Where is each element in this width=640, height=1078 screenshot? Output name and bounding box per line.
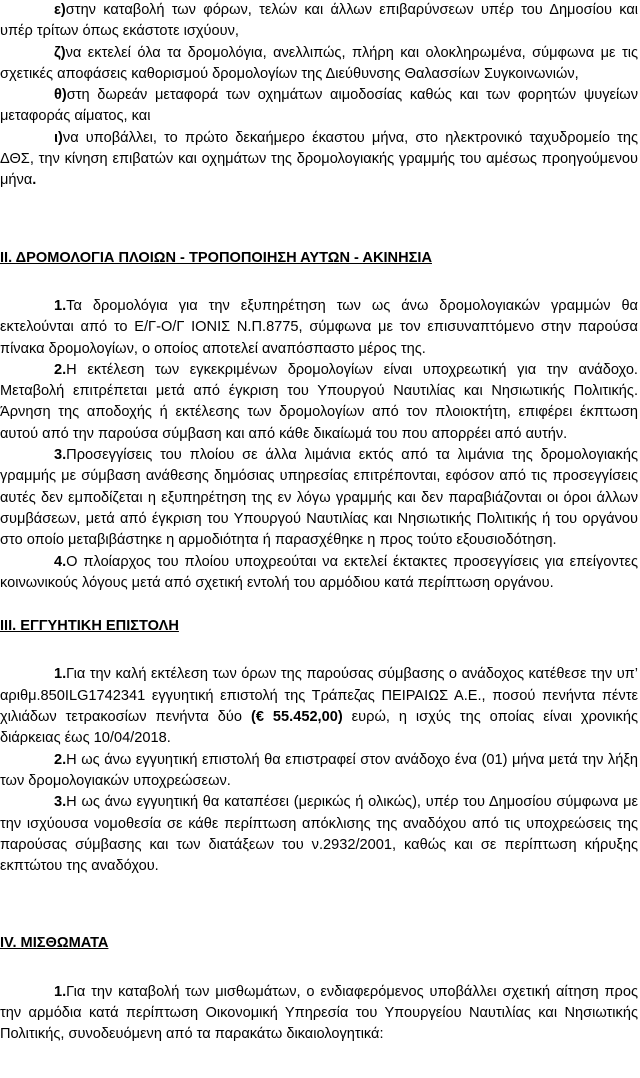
- paragraph-text: Για την καταβολή των μισθωμάτων, ο ενδιαφερόμενος υποβάλλει σχετική αίτηση προς την αρμόδια κατά περίπτωση Οικονομική Υπηρεσία του Υπουργείου Ναυτιλίας και Νησιωτικής Πολιτικής, συνοδευόμενη από τα παρακάτω δικαιολογητικά:: [0, 983, 638, 1043]
- paragraph-number: 2.: [54, 751, 67, 768]
- paragraph-text: Η εκτέλεση των εγκεκριμένων δρομολογίων είναι υποχρεωτική για την ανάδοχο. Μεταβολή επιτρέπεται μετά από έγκριση του Υπουργού Ναυτιλίας και Νησιωτικής Πολιτικής. Άρνηση της αποδοχής ή εκτέλεσης των δρομολογίων από τον πλοιοκτήτη, επιφέρει έκπτωση αυτού από την παρούσα σύμβαση και από κάθε δικαίωμά του που απορρέει από αυτήν.: [0, 361, 638, 442]
- paragraph-routes-1: [0, 296, 638, 360]
- item-marker: ζ): [54, 44, 66, 61]
- list-item-epsilon: [0, 0, 638, 43]
- paragraph-routes-2: [0, 360, 638, 445]
- item-marker: ι): [54, 129, 63, 146]
- paragraph-text: Προσεγγίσεις του πλοίου σε άλλα λιμάνια εκτός από τα λιμάνια της δρομολογιακής γραμμής με σύμβαση ανάθεσης δημόσιας υπηρεσίας επιτρέπονται, εφόσον από τις προσεγγίσεις αυτές δεν εμποδίζεται η εξυπηρέτηση της εν λόγω γραμμής και δεν παραβιάζονται οι όροι άλλων συμβάσεων, μετά από έγκριση του Υπουργού Ναυτιλίας και Νησιωτικής Πολιτικής ή του οργάνου στο οποίο μεταβιβάστηκε η αρμοδιότητα ή παρασχέθηκε η προς τούτο εξουσιοδότηση.: [0, 447, 638, 549]
- paragraph-number: 3.: [54, 447, 67, 464]
- paragraph-text: Ο πλοίαρχος του πλοίου υποχρεούται να εκτελεί έκτακτες προσεγγίσεις για επείγοντες κοινωνικούς λόγους μετά από σχετική εντολή του αρμόδιου κατά περίπτωση οργάνου.: [0, 553, 638, 591]
- spacer: [0, 269, 638, 296]
- paragraph-text: ευρώ, η ισχύς της οποίας είναι χρονικής διάρκειας έως 10/04/2018.: [0, 709, 638, 747]
- paragraph-guarantee-1: [0, 664, 638, 749]
- paragraph-text: Τα δρομολόγια για την εξυπηρέτηση των ως άνω δρομολογιακών γραμμών θα εκτελούνται από το Ε/Γ-Ο/Γ ΙΟΝΙΣ Ν.Π.8775, σύμφωνα με τον επισυναπτόμενο στην παρούσα πίνακα δρομολογίων, ο οποίος αποτελεί αναπόσπαστο μέρος της.: [0, 297, 638, 357]
- spacer: [0, 637, 638, 664]
- item-text: να εκτελεί όλα τα δρομολόγια, ανελλιπώς, πλήρη και ολοκληρωμένα, σύμφωνα με τις σχετικές αποφάσεις καθορισμού δρομολογίων της Διεύθυνσης Θαλασσίων Συγκοινωνιών,: [0, 44, 638, 82]
- spacer: [0, 594, 638, 616]
- paragraph-number: 3.: [54, 794, 67, 811]
- paragraph-number: 1.: [54, 297, 67, 314]
- list-item-zeta: [0, 43, 638, 86]
- spacer: [0, 192, 638, 248]
- paragraph-fees-1: [0, 982, 638, 1046]
- paragraph-guarantee-2: [0, 750, 638, 793]
- guarantee-amount: (€ 55.452,00): [250, 709, 343, 726]
- paragraph-text: Η ως άνω εγγυητική επιστολή θα επιστραφεί στον ανάδοχο ένα (01) μήνα μετά την λήξη των δρομολογιακών υποχρεώσεων.: [0, 751, 638, 789]
- section-heading-routes: ΙΙ. ΔΡΟΜΟΛΟΓΙΑ ΠΛΟΙΩΝ - ΤΡΟΠΟΠΟΙΗΣΗ ΑΥΤΩΝ - ΑΚΙΝΗΣΙΑ: [0, 249, 432, 266]
- list-item-iota: [0, 128, 638, 192]
- paragraph-routes-4: [0, 552, 638, 595]
- section-heading-charter-fees: IV. ΜΙΣΘΩΜΑΤΑ: [0, 935, 109, 952]
- item-text: να υποβάλλει, το πρώτο δεκαήμερο έκαστου μήνα, στο ηλεκτρονικό ταχυδρομείο της ΔΘΣ, την κίνηση επιβατών και οχημάτων της δρομολογιακής γραμμής του αμέσως προηγούμενου μήνα: [0, 129, 638, 189]
- spacer: [0, 955, 638, 982]
- section-heading-guarantee: ΙΙΙ. ΕΓΓΥΗΤΙΚΗ ΕΠΙΣΤΟΛΗ: [0, 618, 179, 635]
- paragraph-guarantee-3: [0, 792, 638, 877]
- item-marker: ε): [54, 2, 66, 18]
- paragraph-routes-3: [0, 445, 638, 551]
- spacer: [0, 877, 638, 933]
- paragraph-text: Η ως άνω εγγυητική θα καταπέσει (μερικώς ή ολικώς), υπέρ του Δημοσίου σύμφωνα με την ισχύουσα νομοθεσία σε κάθε περίπτωση απόκλισης της αναδόχου από τις υποχρεώσεις της παρούσας σύμβασης και των διατάξεων του ν.2932/2001, καθώς και σε περίπτωση κήρυξης εκπτώτου της αναδόχου.: [0, 794, 638, 875]
- item-marker: θ): [54, 87, 67, 104]
- item-text: στη δωρεάν μεταφορά των οχημάτων αιμοδοσίας καθώς και των φορητών ψυγείων μεταφοράς αίματος, και: [0, 87, 638, 125]
- paragraph-number: 1.: [54, 983, 67, 1000]
- paragraph-number: 1.: [54, 666, 67, 683]
- paragraph-number: 4.: [54, 553, 67, 570]
- item-text: στην καταβολή των φόρων, τελών και άλλων επιβαρύνσεων υπέρ του Δημοσίου και υπέρ τρίτων όπως εκάστοτε ισχύουν,: [0, 2, 638, 40]
- item-end: .: [32, 172, 37, 189]
- list-item-theta: [0, 85, 638, 128]
- paragraph-number: 2.: [54, 361, 67, 378]
- paragraph-text: Για την καλή εκτέλεση των όρων της παρούσας σύμβασης ο ανάδοχος κατέθεσε την υπ’ αριθμ.850ILG1742341 εγγυητική επιστολή της Τράπεζας ΠΕΙΡΑΙΩΣ Α.Ε., ποσού πενήντα πέντε χιλιάδων τετρακοσίων πενήντα δύο: [0, 666, 638, 726]
